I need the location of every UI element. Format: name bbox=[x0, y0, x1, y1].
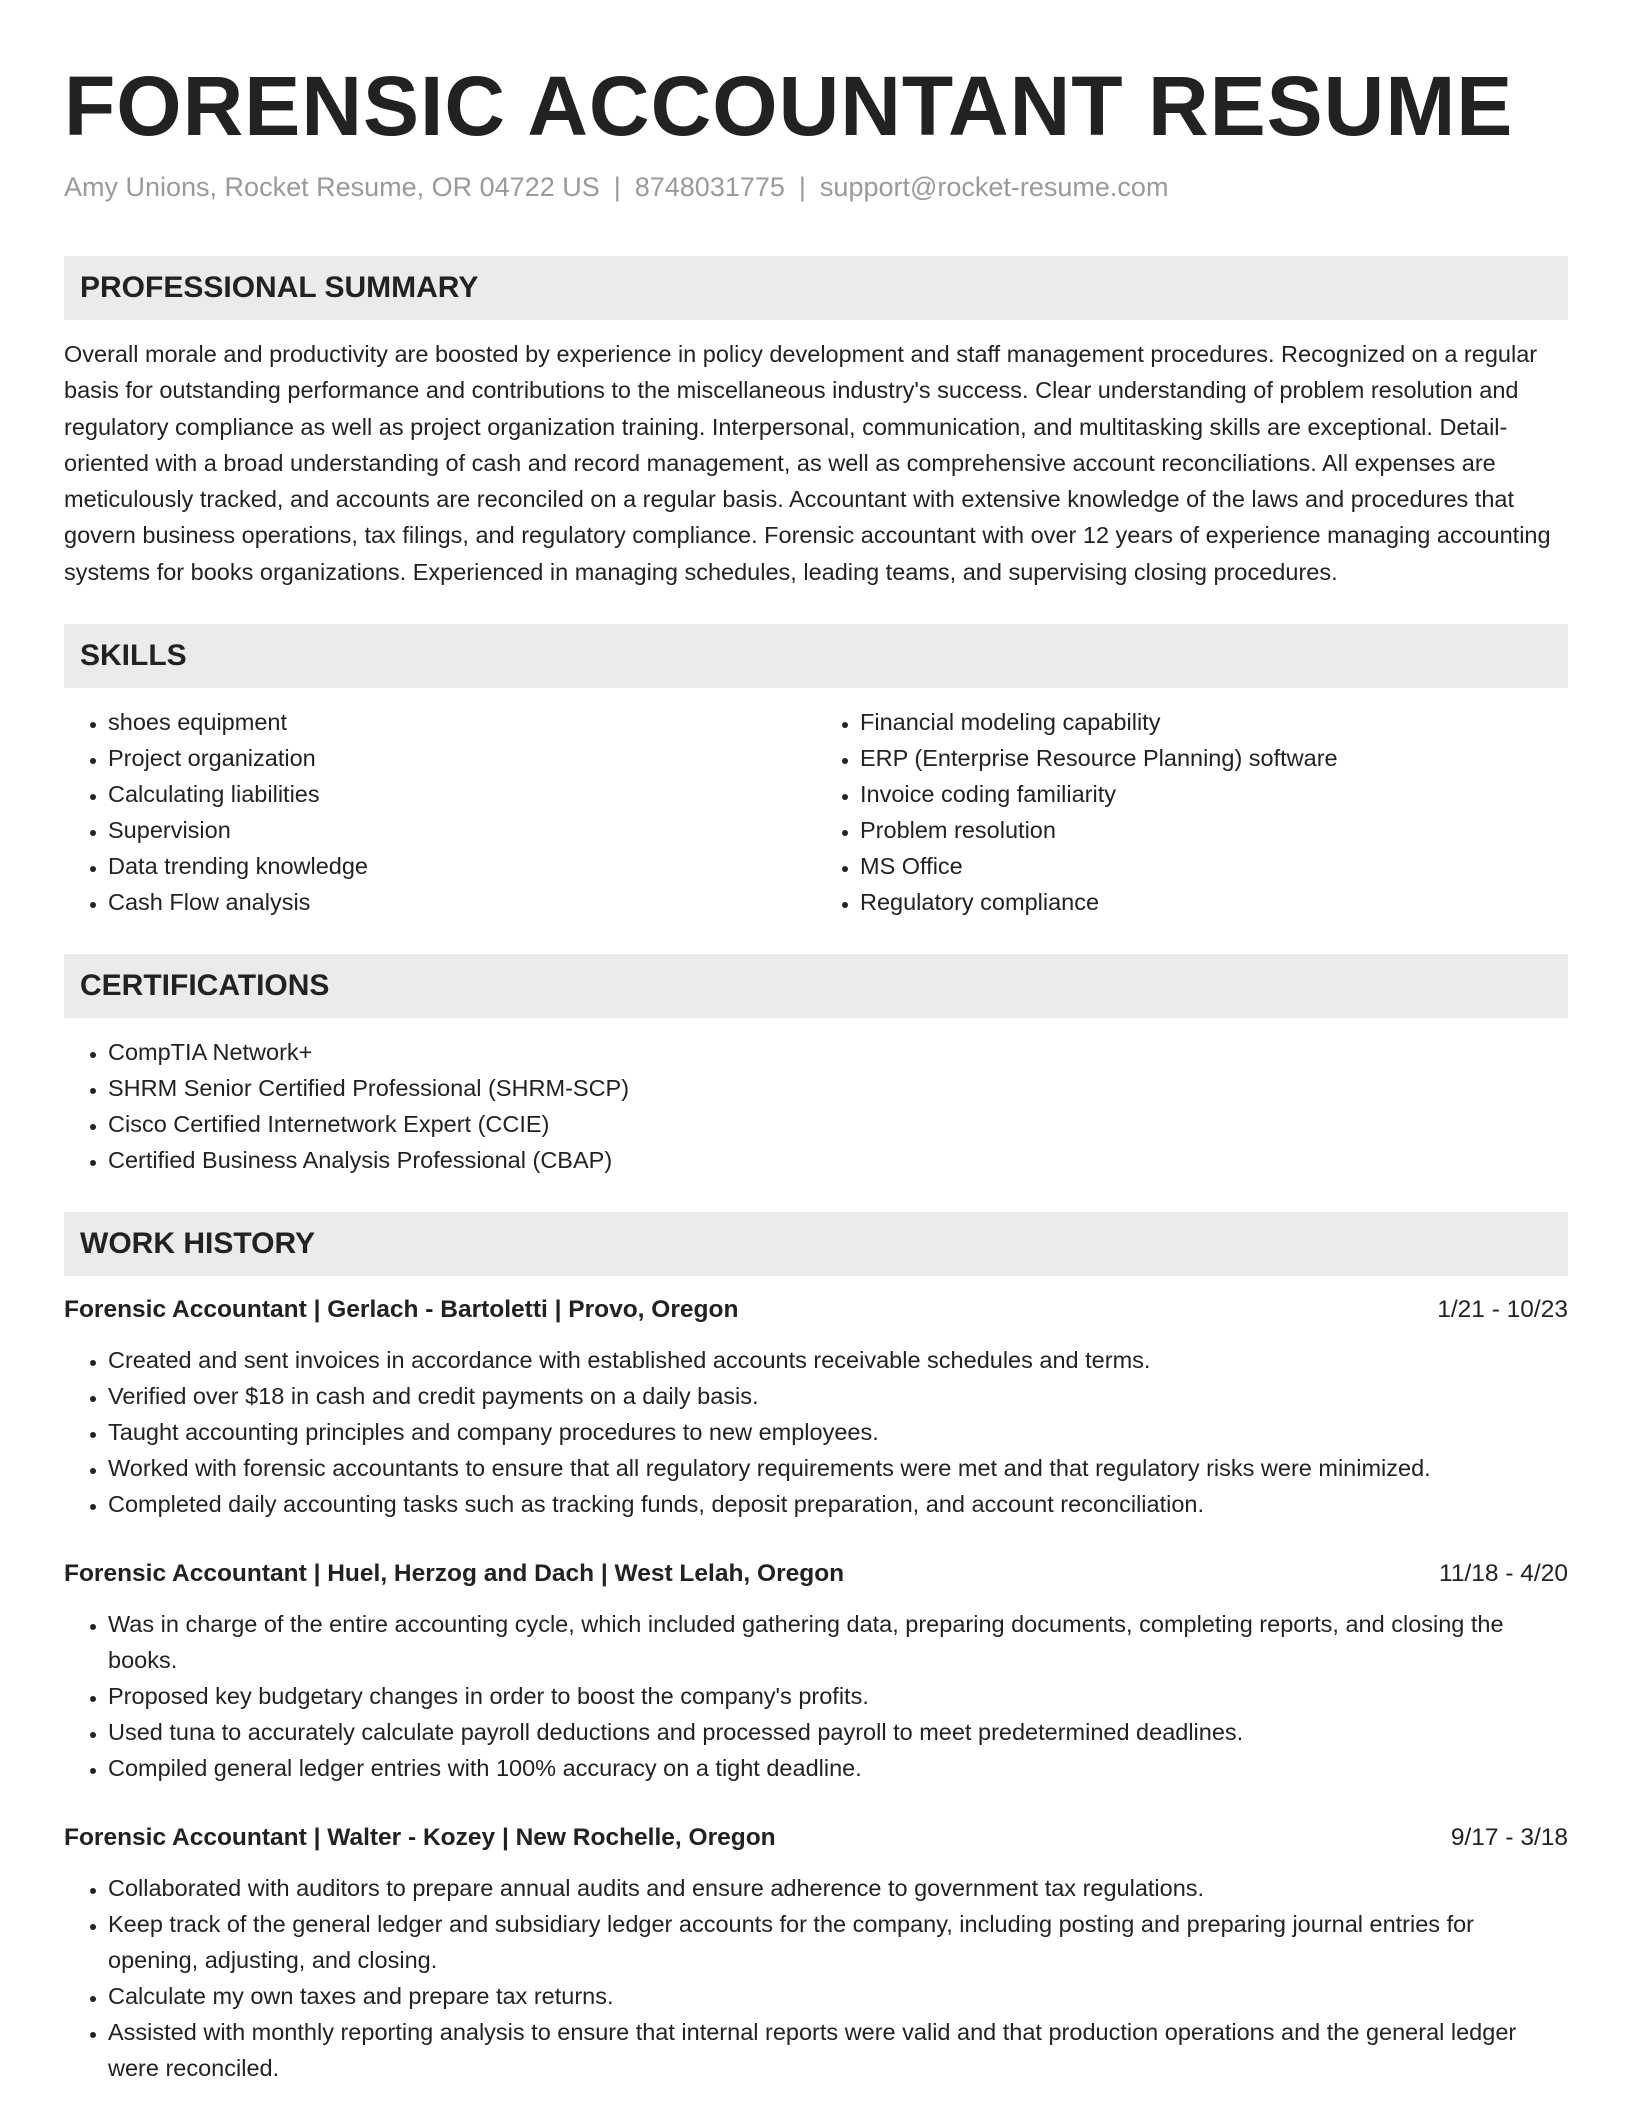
certification-item: • SHRM Senior Certified Professional (SHRM-SCP) bbox=[108, 1070, 1568, 1106]
contact-address: Amy Unions, Rocket Resume, OR 04722 US bbox=[64, 172, 600, 202]
job-title: Forensic Accountant | Walter - Kozey | New Rochelle, Oregon bbox=[64, 1824, 776, 1852]
job-dates: 11/18 - 4/20 bbox=[1439, 1560, 1568, 1588]
skill-item: • ERP (Enterprise Resource Planning) software bbox=[860, 740, 1568, 776]
work-history-section bbox=[64, 1212, 1568, 2086]
certifications-heading: CERTIFICATIONS bbox=[64, 954, 1568, 1018]
skill-item: • Invoice coding familiarity bbox=[860, 776, 1568, 812]
job-bullet: • Collaborated with auditors to prepare annual audits and ensure adherence to government tax regulations. bbox=[108, 1870, 1568, 1906]
contact-separator: | bbox=[798, 172, 806, 202]
resume-title: FORENSIC ACCOUNTANT RESUME bbox=[64, 59, 1514, 153]
job-entry bbox=[64, 1820, 1568, 2086]
job-header bbox=[64, 1556, 1568, 1592]
job-bullet: • Assisted with monthly reporting analysis to ensure that internal reports were valid and that production operations and the general ledger were reconciled. bbox=[108, 2014, 1568, 2086]
job-header bbox=[64, 1292, 1568, 1328]
skills-section bbox=[64, 624, 1568, 920]
contact-email: support@rocket-resume.com bbox=[819, 172, 1169, 202]
certifications-list bbox=[64, 1034, 1568, 1178]
contact-separator: | bbox=[613, 172, 621, 202]
job-bullet: • Was in charge of the entire accounting cycle, which included gathering data, preparing documents, completing reports, and closing the books. bbox=[108, 1606, 1568, 1678]
skill-item: • shoes equipment bbox=[108, 704, 816, 740]
job-entry bbox=[64, 1292, 1568, 1522]
skills-list-right bbox=[816, 704, 1568, 920]
certification-item: • Cisco Certified Internetwork Expert (CCIE) bbox=[108, 1106, 1568, 1142]
job-bullet: • Created and sent invoices in accordance with established accounts receivable schedules and terms. bbox=[108, 1342, 1568, 1378]
job-entry bbox=[64, 1556, 1568, 1786]
summary-text: Overall morale and productivity are boosted by experience in policy development and staff management procedures. Recognized on a regular basis for outstanding performance and contributions to the miscellaneous industry's success. Clear understanding of problem resolution and regulatory compliance as well as project organization training. Interpersonal, communication, and multitasking skills are exceptional. Detail-oriented with a broad understanding of cash and record management, as well as comprehensive account reconciliations. All expenses are meticulously tracked, and accounts are reconciled on a regular basis. Accountant with extensive knowledge of the laws and procedures that govern business operations, tax filings, and regulatory compliance. Forensic accountant with over 12 years of experience managing accounting systems for books organizations. Experienced in managing schedules, leading teams, and supervising closing procedures. bbox=[64, 341, 1551, 585]
certifications-section bbox=[64, 954, 1568, 1178]
job-bullets bbox=[64, 1870, 1568, 2086]
job-header bbox=[64, 1820, 1568, 1856]
skill-item: • Data trending knowledge bbox=[108, 848, 816, 884]
skill-item: • Project organization bbox=[108, 740, 816, 776]
job-title: Forensic Accountant | Gerlach - Bartoletti | Provo, Oregon bbox=[64, 1296, 739, 1324]
skill-item: • Financial modeling capability bbox=[860, 704, 1568, 740]
job-bullet: • Compiled general ledger entries with 100% accuracy on a tight deadline. bbox=[108, 1750, 1568, 1786]
resume-content bbox=[64, 56, 1568, 2086]
job-bullet: • Calculate my own taxes and prepare tax returns. bbox=[108, 1978, 1568, 2014]
job-title: Forensic Accountant | Huel, Herzog and Dach | West Lelah, Oregon bbox=[64, 1560, 845, 1588]
job-bullet: • Keep track of the general ledger and subsidiary ledger accounts for the company, including posting and preparing journal entries for opening, adjusting, and closing. bbox=[108, 1906, 1568, 1978]
work-history-heading: WORK HISTORY bbox=[64, 1212, 1568, 1276]
skills-heading: SKILLS bbox=[64, 624, 1568, 688]
skills-grid bbox=[64, 704, 1568, 920]
contact-phone: 8748031775 bbox=[634, 172, 785, 202]
summary-heading: PROFESSIONAL SUMMARY bbox=[64, 256, 1568, 320]
skill-item: • Regulatory compliance bbox=[860, 884, 1568, 920]
job-bullet: • Taught accounting principles and company procedures to new employees. bbox=[108, 1414, 1568, 1450]
job-bullets bbox=[64, 1342, 1568, 1522]
skill-item: • Supervision bbox=[108, 812, 816, 848]
skill-item: • Problem resolution bbox=[860, 812, 1568, 848]
job-bullet: • Completed daily accounting tasks such as tracking funds, deposit preparation, and account reconciliation. bbox=[108, 1486, 1568, 1522]
job-bullets bbox=[64, 1606, 1568, 1786]
skills-list-left bbox=[64, 704, 816, 920]
skill-item: • Cash Flow analysis bbox=[108, 884, 816, 920]
contact-line bbox=[64, 170, 1568, 204]
certification-item: • CompTIA Network+ bbox=[108, 1034, 1568, 1070]
job-bullet: • Worked with forensic accountants to ensure that all regulatory requirements were met and that regulatory risks were minimized. bbox=[108, 1450, 1568, 1486]
job-dates: 1/21 - 10/23 bbox=[1437, 1296, 1568, 1324]
skill-item: • MS Office bbox=[860, 848, 1568, 884]
job-bullet: • Verified over $18 in cash and credit payments on a daily basis. bbox=[108, 1378, 1568, 1414]
certification-item: • Certified Business Analysis Professional (CBAP) bbox=[108, 1142, 1568, 1178]
job-dates: 9/17 - 3/18 bbox=[1450, 1824, 1568, 1852]
job-bullet: • Proposed key budgetary changes in order to boost the company's profits. bbox=[108, 1678, 1568, 1714]
summary-section bbox=[64, 256, 1568, 590]
skill-item: • Calculating liabilities bbox=[108, 776, 816, 812]
job-bullet: • Used tuna to accurately calculate payroll deductions and processed payroll to meet predetermined deadlines. bbox=[108, 1714, 1568, 1750]
